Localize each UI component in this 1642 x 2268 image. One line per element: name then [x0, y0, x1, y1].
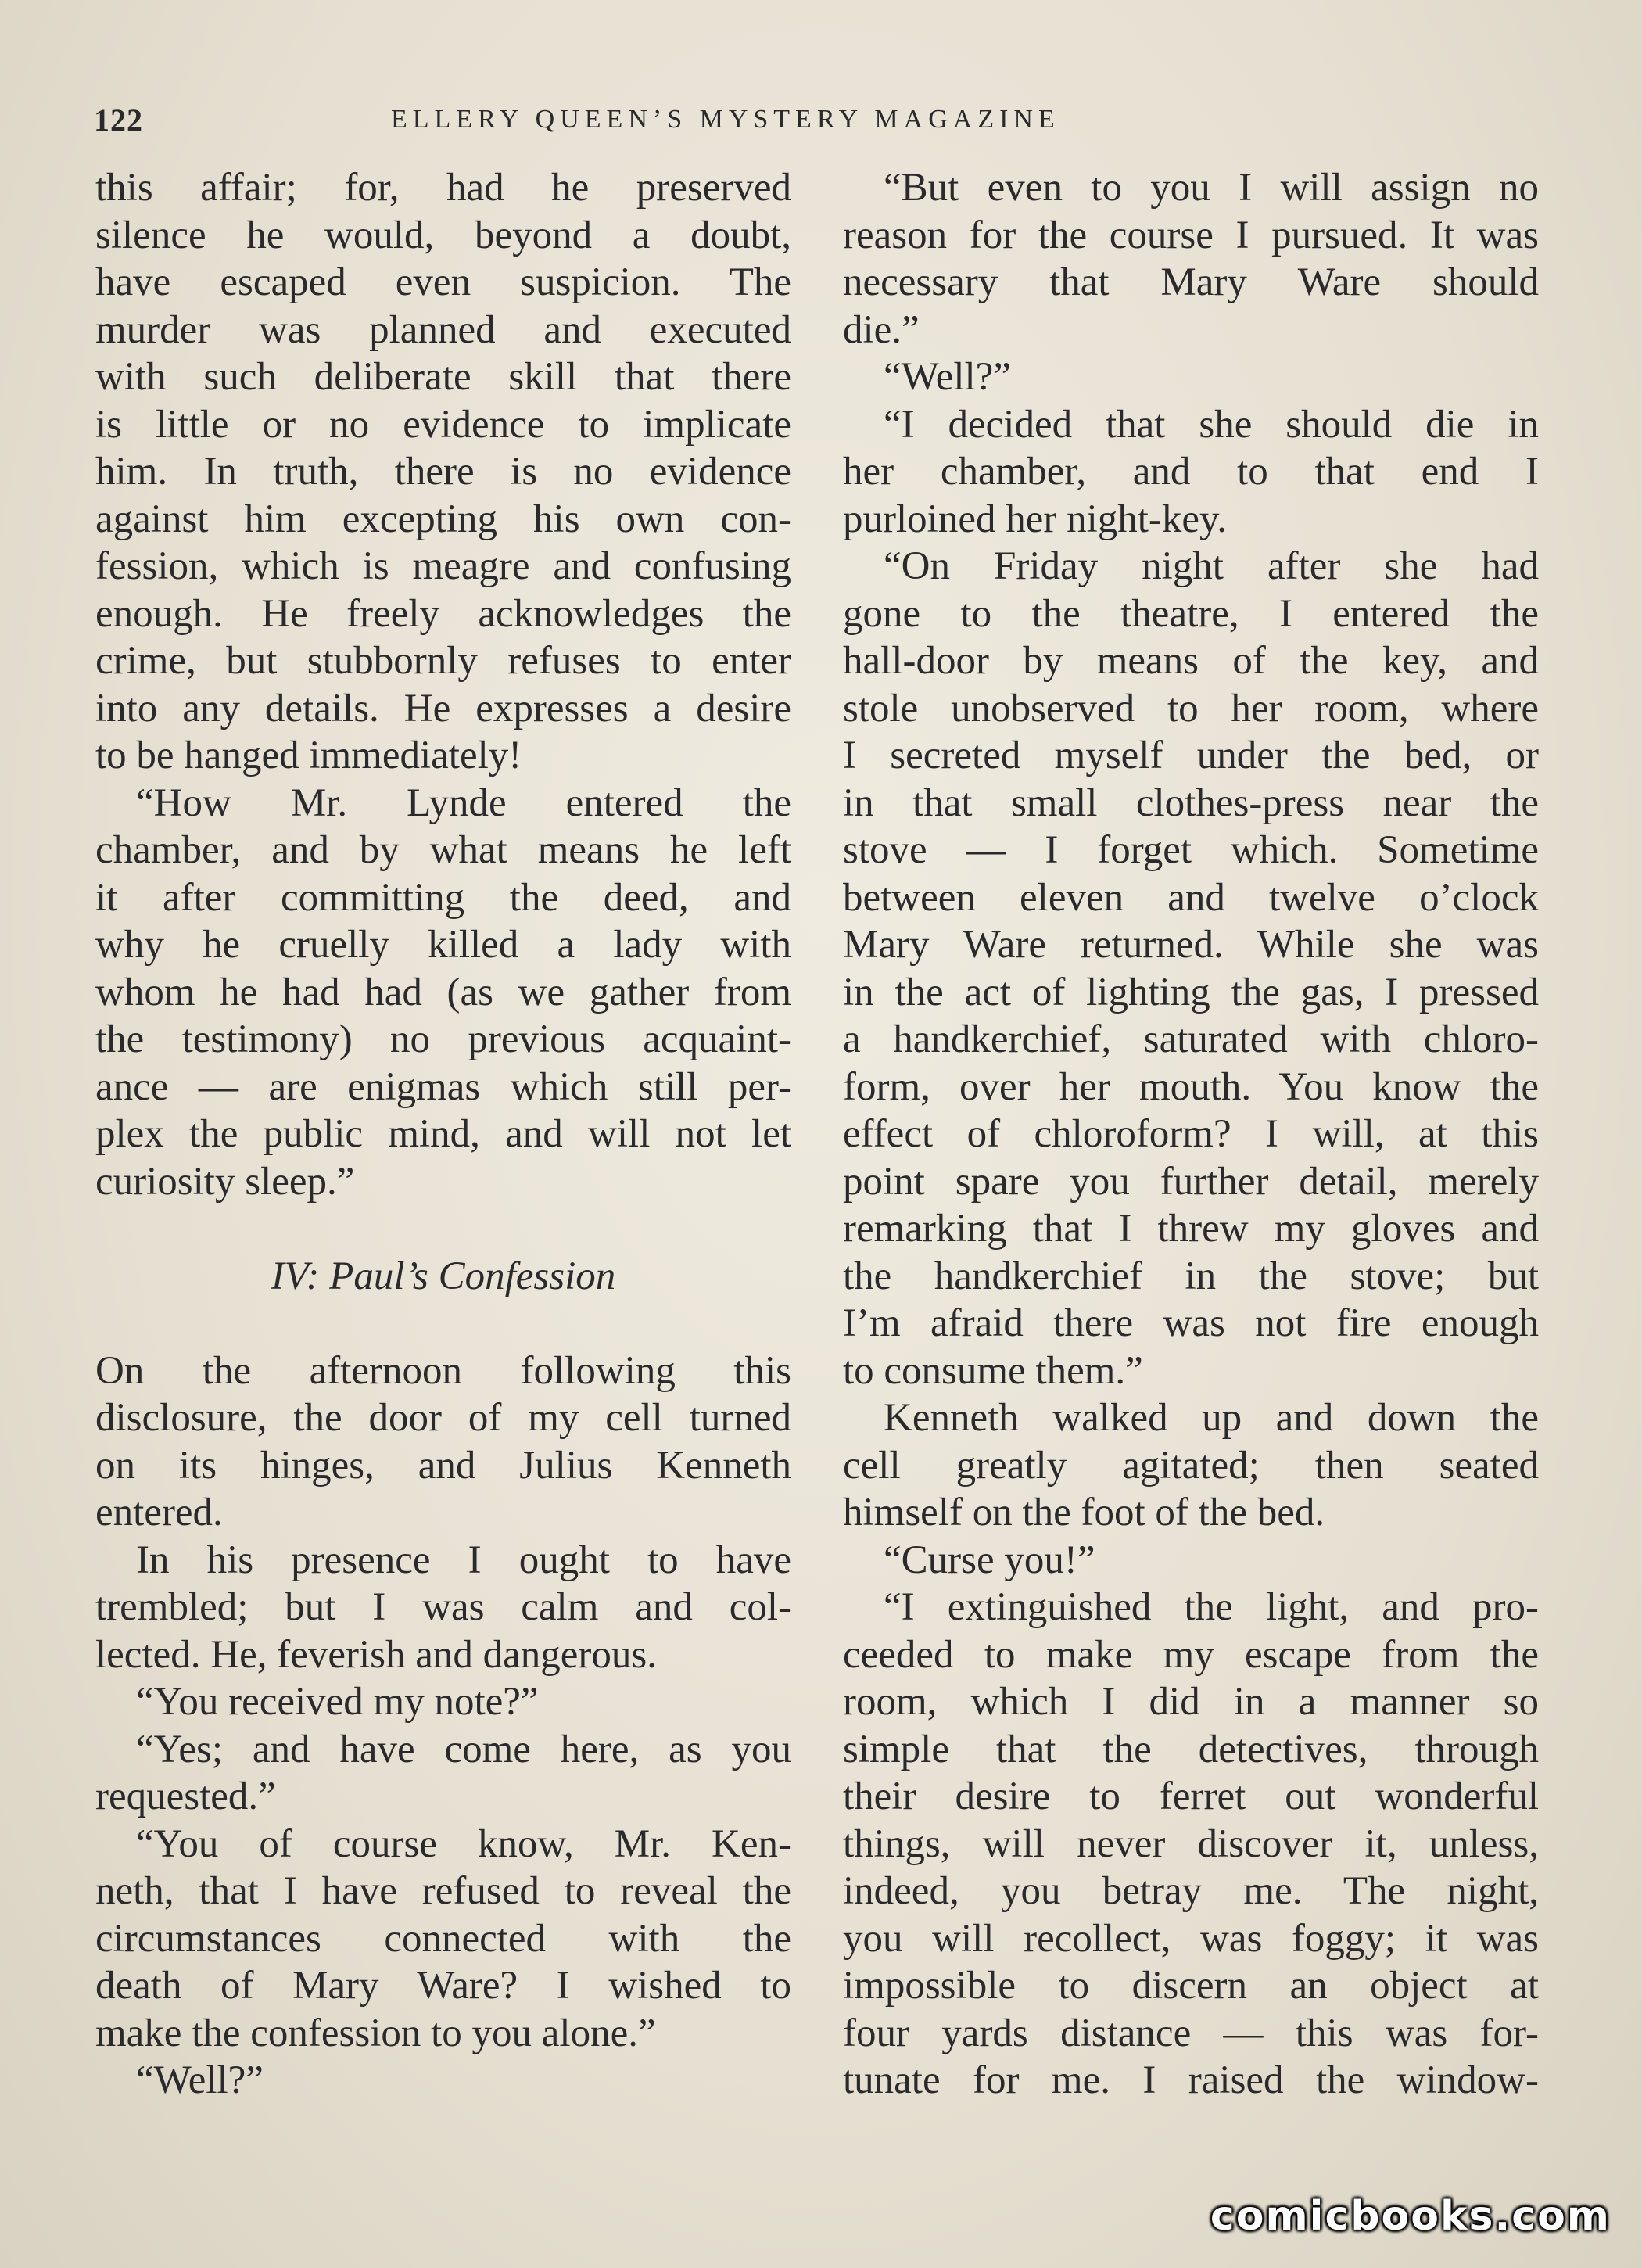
blank-line: [95, 1205, 791, 1253]
text-line: silence he would, beyond a doubt,: [95, 213, 791, 257]
text-line: between eleven and twelve o’clock: [843, 875, 1539, 920]
text-line: impossible to discern an object at: [843, 1964, 1539, 2008]
text-line: Kenneth walked up and down the: [884, 1396, 1539, 1440]
text-line: entered.: [95, 1491, 223, 1534]
text-line: “You received my note?”: [136, 1680, 539, 1724]
text-line: reason for the course I pursued. It was: [843, 213, 1539, 257]
text-line: I secreted myself under the bed, or: [843, 734, 1539, 777]
text-line: to consume them.”: [843, 1348, 1143, 1393]
text-line: requested.”: [95, 1775, 276, 1818]
text-line: hall-door by means of the key, and: [843, 639, 1539, 683]
text-line: it after committing the deed, and: [95, 875, 791, 920]
text-line: a handkerchief, saturated with chloro-: [843, 1017, 1539, 1061]
text-line: things, will never discover it, unless,: [843, 1821, 1539, 1866]
text-line: on its hinges, and Julius Kenneth: [95, 1443, 791, 1487]
text-line: crime, but stubbornly refuses to enter: [95, 639, 791, 683]
text-line: this affair; for, had he preserved: [95, 166, 791, 210]
text-line: form, over her mouth. You know the: [843, 1064, 1539, 1109]
text-line: indeed, you betray me. The night,: [843, 1869, 1539, 1913]
text-line: purloined her night-key.: [843, 497, 1227, 541]
text-line: in the act of lighting the gas, I pressed: [843, 970, 1539, 1014]
text-line: necessary that Mary Ware should: [843, 260, 1539, 304]
text-line: four yards distance — this was for-: [843, 2011, 1539, 2055]
text-line: circumstances connected with the: [95, 1916, 791, 1961]
text-line: himself on the foot of the bed.: [843, 1491, 1325, 1534]
text-line: their desire to ferret out wonderful: [843, 1775, 1539, 1818]
text-line: stole unobserved to her room, where: [843, 686, 1539, 730]
text-line: why he cruelly killed a lady with: [95, 923, 791, 967]
text-line: On the afternoon following this: [95, 1348, 791, 1393]
text-line: trembled; but I was calm and col-: [95, 1585, 791, 1629]
text-line: ance — are enigmas which still per-: [95, 1064, 791, 1109]
text-line: gone to the theatre, I entered the: [843, 591, 1539, 636]
text-line: you will recollect, was foggy; it was: [843, 1916, 1539, 1961]
page-number: 122: [94, 102, 143, 138]
text-line: death of Mary Ware? I wished to: [95, 1964, 791, 2008]
text-line: with such deliberate skill that there: [95, 355, 791, 399]
text-line: ceeded to make my escape from the: [843, 1632, 1539, 1677]
text-line: chamber, and by what means he left: [95, 828, 791, 872]
text-line: disclosure, the door of my cell turned: [95, 1396, 791, 1440]
text-line: point spare you further detail, merely: [843, 1159, 1539, 1204]
text-line: Mary Ware returned. While she was: [843, 923, 1539, 967]
text-line: her chamber, and to that end I: [843, 450, 1539, 493]
text-line: I’m afraid there was not fire enough: [843, 1301, 1539, 1345]
text-line: “On Friday night after she had: [884, 544, 1539, 588]
text-line: curiosity sleep.”: [95, 1159, 355, 1204]
text-line: “You of course know, Mr. Ken-: [136, 1821, 791, 1866]
text-line: have escaped even suspicion. The: [95, 260, 791, 304]
right-column: [843, 164, 1539, 2105]
text-line: “I decided that she should die in: [884, 402, 1539, 447]
text-line: In his presence I ought to have: [136, 1538, 791, 1582]
text-line: “Yes; and have come here, as you: [136, 1727, 791, 1771]
text-line: make the confession to you alone.”: [95, 2011, 656, 2055]
text-line: is little or no evidence to implicate: [95, 402, 791, 447]
text-line: tunate for me. I raised the window-: [843, 2058, 1539, 2102]
text-line: “But even to you I will assign no: [884, 166, 1539, 210]
text-line: fession, which is meagre and confusing: [95, 544, 791, 588]
text-line: die.”: [843, 307, 920, 352]
text-line: against him excepting his own con-: [95, 497, 791, 541]
text-line: “I extinguished the light, and pro-: [884, 1585, 1539, 1629]
text-line: remarking that I threw my gloves and: [843, 1207, 1539, 1251]
text-line: into any details. He expresses a desire: [95, 686, 791, 730]
text-line: “Well?”: [884, 355, 1011, 399]
text-line: stove — I forget which. Sometime: [843, 828, 1539, 872]
text-line: enough. He freely acknowledges the: [95, 591, 791, 636]
text-line: him. In truth, there is no evidence: [95, 450, 791, 493]
text-line: “Curse you!”: [884, 1538, 1095, 1582]
page-header: [94, 102, 1533, 149]
text-line: in that small clothes-press near the: [843, 781, 1539, 825]
text-line: neth, that I have refused to reveal the: [95, 1869, 791, 1913]
text-line: cell greatly agitated; then seated: [843, 1443, 1539, 1487]
section-heading: IV: Paul’s Confession: [271, 1254, 616, 1298]
site-watermark: comicbooks.com: [1210, 2193, 1611, 2240]
text-line: lected. He, feverish and dangerous.: [95, 1632, 657, 1677]
text-line: whom he had had (as we gather from: [95, 970, 791, 1014]
left-column: [95, 164, 791, 2105]
text-line: plex the public mind, and will not let: [95, 1112, 791, 1156]
text-line: “Well?”: [136, 2058, 264, 2102]
text-line: murder was planned and executed: [95, 307, 791, 352]
running-head: ELLERY QUEEN’S MYSTERY MAGAZINE: [391, 105, 1060, 134]
text-line: the handkerchief in the stove; but: [843, 1254, 1539, 1298]
blank-line: [95, 1300, 791, 1348]
text-line: the testimony) no previous acquaint-: [95, 1017, 791, 1061]
text-line: “How Mr. Lynde entered the: [136, 781, 791, 825]
text-line: simple that the detectives, through: [843, 1727, 1539, 1771]
text-line: effect of chloroform? I will, at this: [843, 1112, 1539, 1156]
text-line: room, which I did in a manner so: [843, 1680, 1539, 1724]
text-line: to be hanged immediately!: [95, 734, 522, 777]
